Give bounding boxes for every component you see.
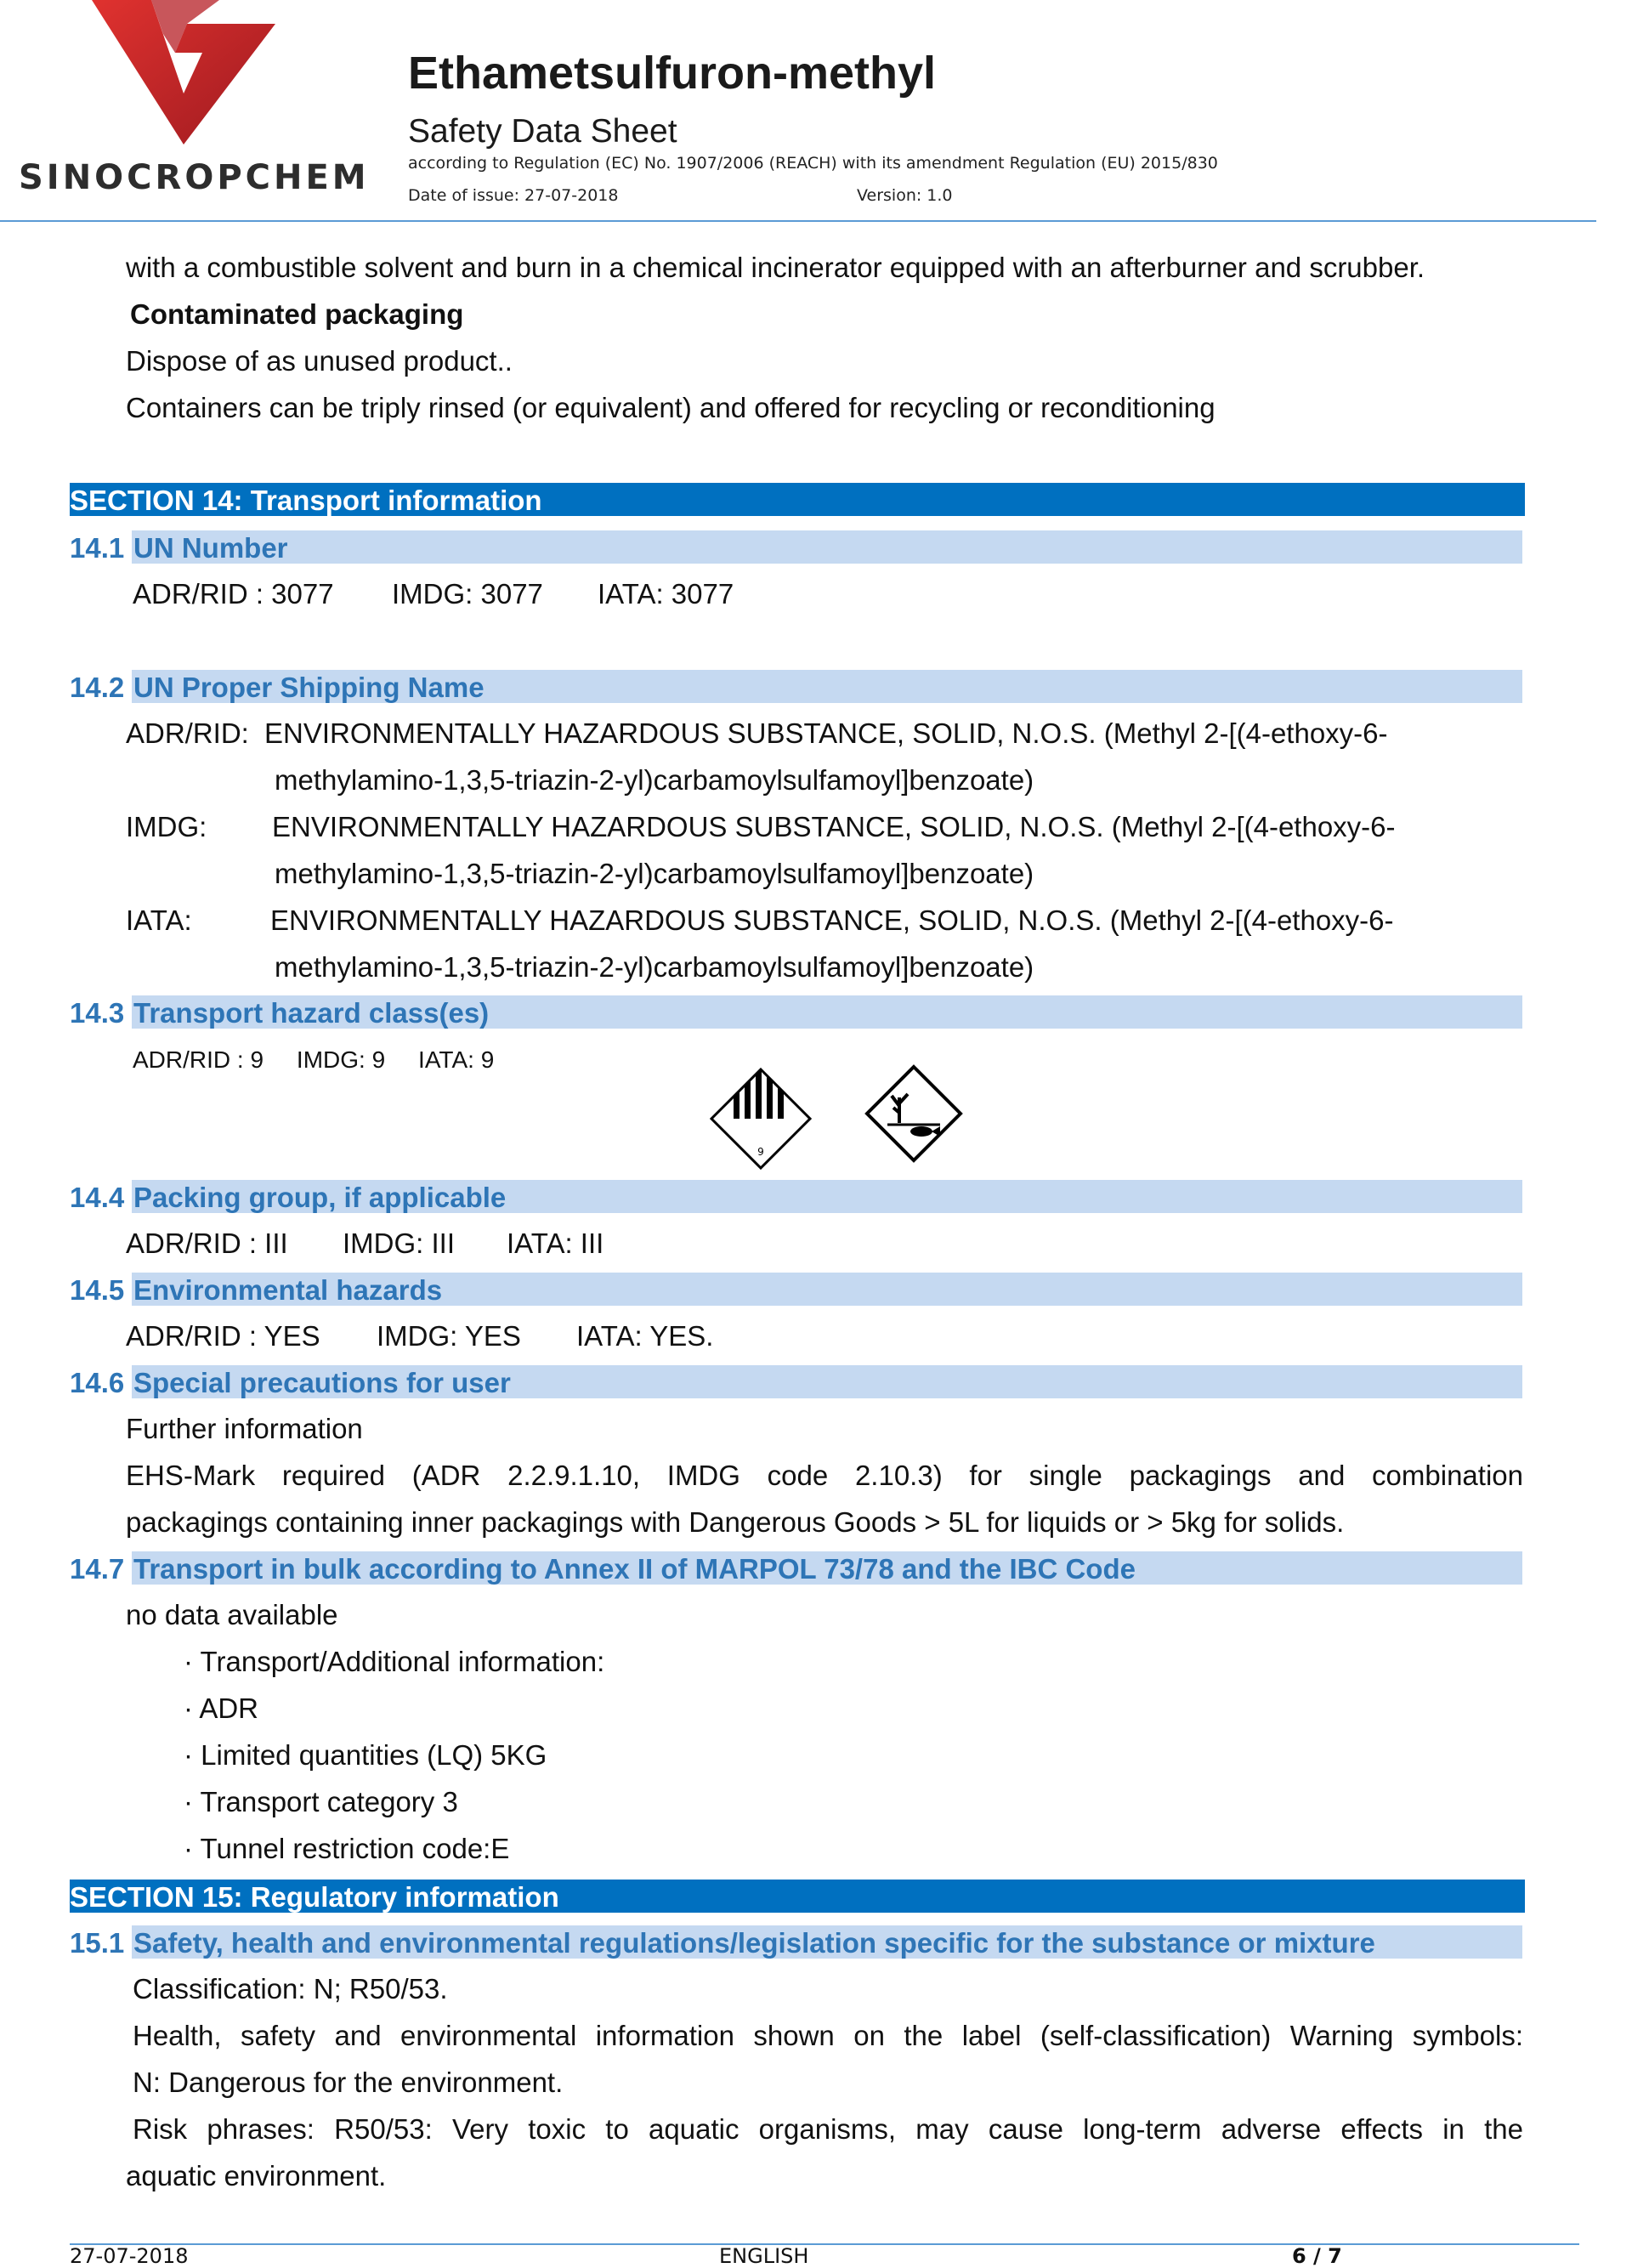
ehs-mark-text-cont: packagings containing inner packagings with Dangerous Goods > 5L for liquids or > 5kg for solids. — [126, 1506, 1345, 1538]
further-information-label: Further information — [126, 1413, 363, 1444]
document-title: Ethametsulfuron-methyl — [408, 48, 937, 99]
subsection-14-5-title: Environmental hazards — [133, 1274, 443, 1306]
logo-v-icon — [92, 0, 275, 145]
dispose-text: Dispose of as unused product.. — [126, 345, 513, 377]
company-logo — [92, 0, 275, 145]
subsection-15-1-number: 15.1 — [70, 1927, 125, 1959]
date-of-issue: Date of issue: 27-07-2018 — [408, 186, 619, 205]
brand-name: SINOCROPCHEM — [19, 158, 370, 197]
subsection-14-1-number: 14.1 — [70, 532, 125, 564]
list-item: · Tunnel restriction code:E — [184, 1833, 510, 1864]
subsection-14-2-number: 14.2 — [70, 672, 125, 703]
shipping-imdg-name: ENVIRONMENTALLY HAZARDOUS SUBSTANCE, SOLID, N.O.S. (Methyl 2-[(4-ethoxy-6- — [272, 811, 1396, 842]
shipping-adr-name-cont: methylamino-1,3,5-triazin-2-yl)carbamoylsulfamoyl]benzoate) — [275, 764, 1034, 796]
subsection-14-7-number: 14.7 — [70, 1553, 125, 1585]
packing-group-adr: ADR/RID : III — [126, 1228, 288, 1259]
subsection-14-4-number: 14.4 — [70, 1182, 125, 1213]
section-14-header — [70, 483, 1525, 516]
subsection-15-1-header — [132, 1925, 1522, 1959]
environmental-hazard-iata: IATA: YES. — [576, 1320, 714, 1352]
subsection-14-4-header — [132, 1180, 1522, 1213]
shipping-iata-label: IATA: — [126, 904, 192, 936]
hazard-class-values: ADR/RID : 9 IMDG: 9 IATA: 9 — [133, 1046, 495, 1073]
section-15-title: SECTION 15: Regulatory information — [70, 1881, 559, 1913]
footer-date: 27-07-2018 — [70, 2244, 189, 2268]
risk-phrases-text: Risk phrases: R50/53: Very toxic to aquatic organisms, may cause long-term adverse effects in the — [133, 2113, 1523, 2145]
regulation-note: according to Regulation (EC) No. 1907/2006 (REACH) with its amendment Regulation (EU) 2015/830 — [408, 154, 1218, 173]
section-15-header — [70, 1880, 1525, 1913]
subsection-14-2-header — [132, 670, 1522, 703]
subsection-14-7-title: Transport in bulk according to Annex II of MARPOL 73/78 and the IBC Code — [133, 1553, 1136, 1585]
subsection-14-3-title: Transport hazard class(es) — [133, 997, 490, 1029]
contaminated-packaging-heading: Contaminated packaging — [130, 298, 464, 330]
containers-text: Containers can be triply rinsed (or equivalent) and offered for recycling or reconditioning — [126, 392, 1216, 423]
footer-divider — [70, 2243, 1579, 2245]
pictogram-class-number: 9 — [757, 1146, 764, 1158]
no-data-text: no data available — [126, 1599, 338, 1630]
footer-page-number: 6 / 7 — [1292, 2244, 1342, 2268]
subsection-14-3-header — [132, 995, 1522, 1029]
class-9-pictogram — [708, 1066, 813, 1171]
shipping-iata-name-cont: methylamino-1,3,5-triazin-2-yl)carbamoylsulfamoyl]benzoate) — [275, 951, 1034, 983]
classification-text: Classification: N; R50/53. — [133, 1973, 448, 2004]
health-safety-text-cont: N: Dangerous for the environment. — [133, 2067, 564, 2098]
hazard-class-9-icon — [708, 1066, 813, 1171]
subsection-14-6-header — [132, 1365, 1522, 1398]
ehs-mark-text: EHS-Mark required (ADR 2.2.9.1.10, IMDG code 2.10.3) for single packagings and combination — [126, 1460, 1523, 1491]
shipping-imdg-label: IMDG: — [126, 811, 207, 842]
un-number-adr: ADR/RID : 3077 — [133, 578, 334, 610]
environmental-hazard-adr: ADR/RID : YES — [126, 1320, 320, 1352]
risk-phrases-text-cont: aquatic environment. — [126, 2160, 387, 2191]
footer-language: ENGLISH — [719, 2244, 809, 2268]
shipping-iata-name: ENVIRONMENTALLY HAZARDOUS SUBSTANCE, SOLID, N.O.S. (Methyl 2-[(4-ethoxy-6- — [270, 904, 1394, 936]
shipping-imdg-name-cont: methylamino-1,3,5-triazin-2-yl)carbamoylsulfamoyl]benzoate) — [275, 858, 1034, 889]
shipping-adr-name: ENVIRONMENTALLY HAZARDOUS SUBSTANCE, SOLID, N.O.S. (Methyl 2-[(4-ethoxy-6- — [264, 717, 1388, 749]
version: Version: 1.0 — [857, 186, 953, 205]
subsection-14-2-title: UN Proper Shipping Name — [133, 672, 484, 703]
packing-group-iata: IATA: III — [507, 1228, 604, 1259]
packing-group-imdg: IMDG: III — [343, 1228, 455, 1259]
subsection-14-4-title: Packing group, if applicable — [133, 1182, 507, 1213]
list-item: · Limited quantities (LQ) 5KG — [184, 1739, 547, 1771]
subsection-14-1-title: UN Number — [133, 532, 288, 564]
section-14-title: SECTION 14: Transport information — [70, 485, 542, 516]
subsection-14-3-number: 14.3 — [70, 997, 125, 1029]
document-subtitle: Safety Data Sheet — [408, 113, 677, 150]
dead-fish-tree-icon — [864, 1063, 964, 1164]
disposal-text: with a combustible solvent and burn in a chemical incinerator equipped with an afterburner and scrubber. — [126, 252, 1425, 283]
subsection-14-5-number: 14.5 — [70, 1274, 125, 1306]
environmental-hazard-imdg: IMDG: YES — [377, 1320, 521, 1352]
subsection-14-1-header — [132, 530, 1522, 564]
health-safety-text: Health, safety and environmental information shown on the label (self-classification) Warning symbols: — [133, 2020, 1523, 2051]
subsection-14-6-number: 14.6 — [70, 1367, 125, 1398]
list-item: · Transport/Additional information: — [184, 1646, 605, 1677]
list-item: · Transport category 3 — [184, 1786, 458, 1817]
un-number-imdg: IMDG: 3077 — [392, 578, 543, 610]
subsection-14-7-header — [132, 1551, 1522, 1585]
list-item: · ADR — [184, 1692, 259, 1724]
subsection-14-5-header — [132, 1273, 1522, 1306]
header-divider — [0, 220, 1596, 222]
environment-pictogram — [864, 1063, 964, 1164]
subsection-14-6-title: Special precautions for user — [133, 1367, 511, 1398]
shipping-adr-label: ADR/RID: — [126, 717, 249, 749]
subsection-15-1-title: Safety, health and environmental regulations/legislation specific for the substance or mixture — [133, 1927, 1375, 1959]
un-number-iata: IATA: 3077 — [598, 578, 734, 610]
